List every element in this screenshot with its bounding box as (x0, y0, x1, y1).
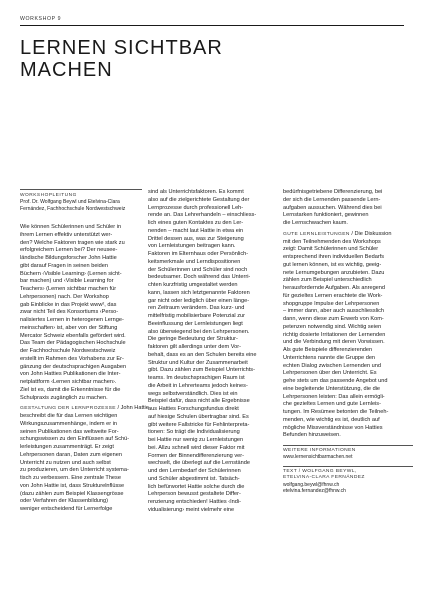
body-line: mögliche Missverständnisse von Hatties (283, 424, 383, 431)
body-line: wegs selbstverständlich. Dies ist ein (148, 390, 238, 397)
body-line: petenzen notwendig sind. Wichtig seien (283, 323, 382, 330)
body-line: renzierung entschieden! Hatties ‹Indi- (148, 499, 241, 505)
body-line: Beeinflussung der Lernleistungen liegt (148, 320, 243, 327)
body-line: tungen. Im Resümee betonten die Teilneh- (283, 409, 389, 415)
author-credits (283, 466, 413, 495)
body-line: menden, wie wichtig es ist, deutlich auf (283, 416, 380, 423)
body-line: oder Verfahren der Klassenbildung) (20, 498, 109, 505)
body-line: die Lernschwachen kaum. (283, 220, 348, 226)
body-line: und die Verbindung mit deren Vorwissen. (283, 339, 385, 346)
body-line: die Arbeit in Lehrerteams jedoch keines- (148, 382, 248, 389)
email-link-2[interactable]: etelvina.fernandez@fhnw.ch (283, 488, 346, 495)
body-line: Mercator Schweiz ebenfalls gefördert wird. (20, 332, 126, 339)
body-line: für gezieltes Lernen erachtete die Work- (283, 292, 383, 299)
body-line: kann, lassen sich letztgenannte Faktoren (148, 289, 250, 296)
subheading-lernprozesse-label: GESTALTUNG DER LERNPROZESSE (20, 406, 116, 412)
body-line: Lernstarken funktioniert, gewinnen (283, 212, 369, 219)
body-line: Ziel ist es, damit die Erkenntnisse für die (20, 386, 121, 393)
body-line: der sich die Lernenden passende Lern- (283, 196, 381, 203)
body-line: netplattform ‹Lernen sichtbar machen›. (20, 379, 117, 385)
body-line: Das Team der Pädagogischen Hochschule (20, 340, 126, 347)
body-line: Unterricht zu nutzen und auch selbst (20, 459, 111, 466)
body-line: erstellt im Rahmen des Vorhabens zur Er- (20, 355, 124, 362)
body-line: wechselt, die überlegt auf die Lernstände (148, 460, 250, 467)
column-1 (20, 224, 150, 514)
body-line: gibt weitere Fallstricke für Fehlinterpreta- (148, 421, 250, 428)
body-line: behalt, dass es an den Schulen bereits eine (148, 351, 257, 358)
body-line: aufgaben aussuchen. Während dies bei (283, 204, 382, 211)
body-line: von John Hatties Publikationen die Inter- (20, 371, 121, 378)
body-line: lich eines guten Kontaktes zu den Ler- (148, 220, 244, 226)
body-line: gänzung der deutschsprachigen Ausgaben (20, 363, 127, 370)
body-line: nenden – macht laut Hattie in etwa ein (148, 227, 244, 234)
body-line: Unterrichtens nannte die Gruppe den (283, 354, 376, 361)
body-line: Lehrperson bewusst gestaltete Differ- (148, 491, 241, 498)
subheading-lernleistungen-label: GUTE LERNLEISTUNGEN (283, 231, 350, 237)
section-label: WORKSHOP 9 (20, 16, 62, 22)
body-line: – immer dann, aber auch ausschliesslich (283, 308, 385, 315)
body-line: tisch zu verbessern. Eine zentrale These (20, 475, 121, 481)
body-line: Lehrpersonen leisten: Das allein ermögli- (283, 393, 385, 400)
body-line: nalisiertes Lernen in heterogenen Lernge- (20, 317, 124, 323)
body-line: Formen der Binnendifferenzierung ver- (148, 452, 244, 459)
body-line: ren Zeitraum verändern. Das kurz- und (148, 305, 245, 312)
body-line: Als gute Beispiele differenzierenden (283, 347, 373, 353)
body-line: Lehrpersonen daran, Daten zum eigenen (20, 451, 123, 458)
body-line: beschreibt die für das Lernen wichtigen (20, 413, 118, 419)
body-line: richtig dosierte Irritationen der Lernenden (283, 331, 386, 338)
title-line-2: MACHEN (20, 59, 113, 81)
body-line: und den Lernbedarf der Schülerinnen (148, 468, 241, 474)
body-line: zwar nicht Teil des Konsortiums ‹Perso- (20, 309, 119, 316)
leitung-line-1: Prof. Dr. Wolfgang Beywl und Etelvina-Clara (20, 199, 120, 206)
body-line: teams. Im deutschsprachigen Raum ist (148, 375, 245, 381)
credit-line-2: ETELVINA-CLARA FERNÁNDEZ (283, 475, 365, 481)
email-link-1[interactable]: wolfgang.beywl@fhnw.ch (283, 481, 340, 488)
body-line: herausfordernde Aufgaben. Als anregend (283, 285, 386, 291)
body-line: Faktoren im Elternhaus oder Persönlich- (148, 251, 249, 257)
body-line: gibt. Dazu zählen zum Beispiel Unterrichts- (148, 367, 255, 374)
further-info (283, 445, 413, 461)
body-line: Büchern ‹Visible Learning› (Lernen sicht- (20, 270, 122, 277)
body-line: der Fachhochschule Nordwestschweiz (20, 348, 116, 354)
body-line: nete Lernumgebungen anzubieten. Dazu (283, 269, 385, 276)
body-line: mit den Teilnehmenden des Workshops (283, 238, 381, 245)
body-line: echten Dialog zwischen Lernenden und (283, 362, 381, 369)
subheading-lernleistungen-text: / Die Diskussion (349, 230, 392, 237)
body-line: chten kurzfristig umgestaltet werden (148, 282, 238, 288)
body-line: bedeutsamer. Doch während das Unterri- (148, 274, 251, 281)
body-line: ländische Bildungsforscher John Hattie (20, 255, 117, 261)
body-line: Beispiel dafür, dass nicht alle Ergebnisse (148, 398, 250, 405)
info-link[interactable]: www.lernensichtbarmachen.net (283, 454, 353, 461)
body-line: bei Hattie nur wenig zu Lernleistungen (148, 437, 244, 443)
body-line: gut lernen können, ist es wichtig, geeig- (283, 261, 382, 268)
body-line: erfolgreichem Lernen bei? Der neusee- (20, 247, 118, 254)
body-line: zählen zum Beispiel unterschiedlich (283, 277, 372, 284)
body-line: meinschaften› ist, aber von der Stiftung (20, 324, 118, 331)
body-line: Schulpraxis zugänglich zu machen. (20, 394, 108, 401)
body-line: Befunden hinzuweisen. (283, 432, 341, 439)
body-line: Die geringe Bedeutung der Struktur- (148, 336, 238, 343)
body-line: keitsmerkmale und Lerndispositionen (148, 258, 241, 265)
column-2 (148, 189, 278, 515)
body-line: den? Welche Faktoren tragen wie stark zu (20, 239, 125, 246)
body-line: lerleistungen zusammenträgt. Er zeigt (20, 444, 114, 450)
credit-line-1: TEXT / WOLFGANG BEYWL, (283, 468, 357, 474)
body-line: gibt darauf Fragen in seinen beiden (20, 262, 109, 269)
body-line: ihrem Lernen effektiv unterstützt wer- (20, 231, 113, 238)
body-line: seinen Publikationen das weltweite For- (20, 428, 119, 435)
title-line-1: LERNEN SICHTBAR (20, 37, 223, 59)
body-line: weniger entscheidend für Lernerfolge (20, 506, 113, 512)
body-line: Lehrpersonen über den Unterricht. Es (283, 370, 377, 377)
page-title (20, 37, 223, 81)
body-line: che gezieltes Lernen und gute Lernleis- (283, 401, 381, 408)
body-line: entsprechend ihren individuellen Bedarfs (283, 254, 385, 260)
body-line: shopgruppe Impulse der Lehrpersonen (283, 300, 380, 307)
body-line: eine begleitende Unterstützung, die die (283, 385, 381, 392)
body-line: bedürfnisgetriebene Differenzierung, bei (283, 189, 383, 195)
body-line: aus Hatties Forschungsfundus direkt (148, 406, 239, 412)
body-line: der Schülerinnen und Schüler sind noch (148, 266, 248, 273)
leitung-divider (20, 189, 142, 190)
body-line: Struktur und Kultur der Zusammenarbeit (148, 359, 248, 366)
body-line: Wie können Schülerinnen und Schüler in (20, 224, 122, 230)
body-line: zeigt: Damit Schülerinnen und Schüler (283, 246, 379, 253)
body-line: zu produzieren, um den Unterricht systema- (20, 467, 129, 474)
body-line: mittelfristig mobilisierbare Potenzial zur (148, 313, 245, 319)
subheading-lernleistungen (283, 231, 413, 239)
header-divider (20, 25, 404, 26)
body-line: gar nicht oder lediglich über einen länge- (148, 297, 250, 304)
leitung-heading: WORKSHOPLEITUNG (20, 193, 77, 198)
body-line: lich befürwortet Hattie solche durch die (148, 483, 245, 490)
body-line: sind als Unterrichtsfaktoren. Es kommt (148, 189, 244, 195)
body-line: gehe stets um das passende Angebot und (283, 378, 388, 384)
body-line: Teachers› (Lernen sichtbar machen für (20, 286, 117, 292)
body-line: faktoren gilt allerdings unter dem Vor- (148, 344, 241, 350)
body-line: Lehrpersonen) nach. Der Workshop (20, 293, 109, 300)
body-line: von Lernleistungen beitragen kann. (148, 243, 236, 250)
body-line: also überwiegend bei den Lehrpersonen. (148, 328, 250, 335)
subheading-lernprozesse-text: / John Hattie (115, 405, 149, 412)
body-line: also auf die zielgerichtete Gestaltung der (148, 196, 250, 203)
body-line: bei. Allzu schnell wird dieser Faktor mit (148, 444, 245, 451)
body-line: Drittel dessen aus, was zur Steigerung (148, 235, 244, 242)
body-line: und Schüler abgestimmt ist. Tatsäch- (148, 475, 240, 482)
body-line: (dazu zählen zum Beispiel Klassengrösse (20, 490, 124, 497)
body-line: von John Hattie ist, dass Strukturelnflüsse (20, 482, 125, 489)
body-line: rende an. Das Lehrerhandeln – einschliess- (148, 212, 257, 219)
body-line: auf hiesige Schulen übertragbar sind. Es (148, 413, 249, 420)
body-line: vidualisierung› meint vielmehr eine (148, 506, 235, 513)
body-line: Lernprozesse durch professionell Leh- (148, 204, 244, 211)
info-heading: WEITERE INFORMATIONEN (283, 448, 356, 453)
body-line: dann, wenn diese zum Erwerb von Kom- (283, 316, 384, 322)
body-line: gab Einblicke in das Projekt www², das (20, 301, 117, 308)
body-line: bar machen) und ‹Visible Learning for (20, 278, 114, 285)
body-line: schungswissen zu den Einflüssen auf Schü- (20, 436, 130, 443)
body-line: Wirkungszusammenhänge, indem er in (20, 420, 118, 427)
leitung-line-2: Fernández, Fachhochschule Nordwestschweiz (20, 205, 126, 212)
body-line: tionen: So trägt die Individualisierung (148, 429, 240, 436)
subheading-lernprozesse (20, 405, 150, 413)
column-3 (283, 189, 413, 494)
